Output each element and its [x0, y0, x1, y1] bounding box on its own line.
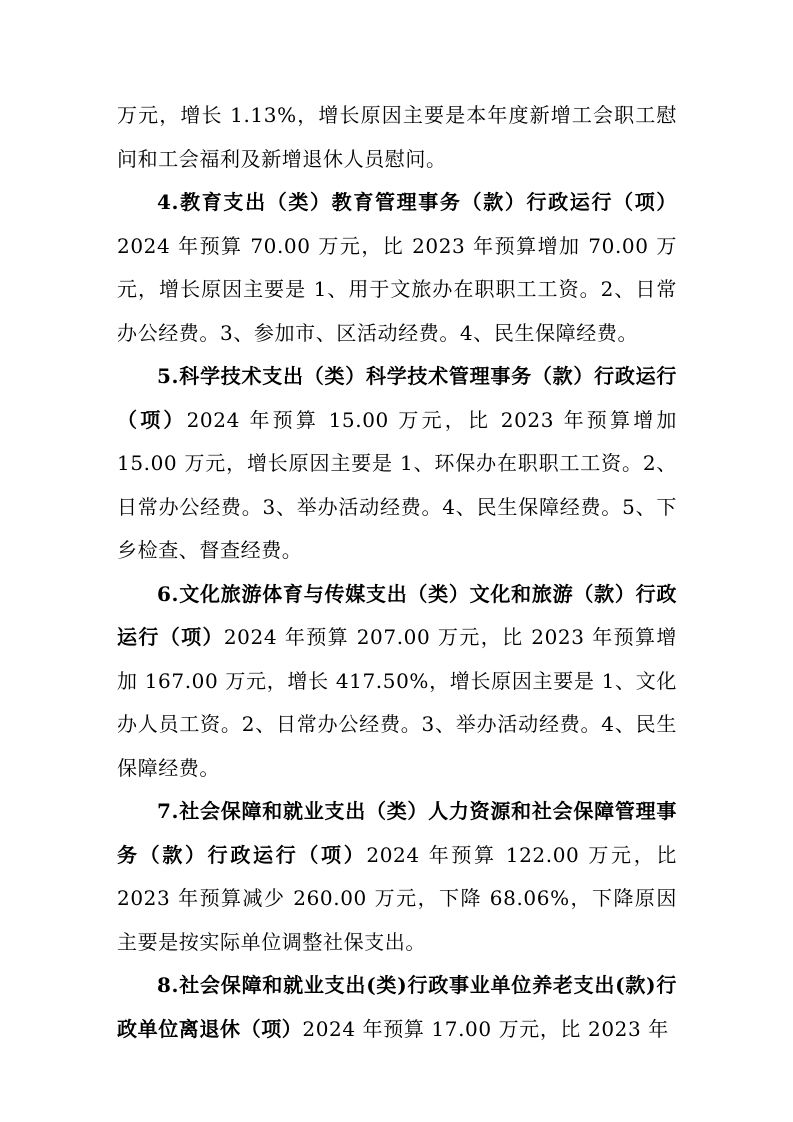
paragraph-heading: 6.文化旅游体育与传媒支出（类）文化和旅游（款）行政运行（项）: [117, 581, 677, 649]
paragraph-culture-tourism-expenditure: [117, 573, 677, 791]
paragraph-education-expenditure: [117, 181, 677, 355]
paragraph-heading: 8.社会保障和就业支出(类)行政事业单位养老支出(款)行政单位离退休（项）: [117, 973, 677, 1041]
paragraph-heading: 7.社会保障和就业支出（类）人力资源和社会保障管理事务（款）行政运行（项）: [117, 799, 677, 867]
paragraph-social-security-pension: [117, 964, 677, 1051]
paragraph-text: 万元，增长 1.13%，增长原因主要是本年度新增工会职工慰问和工会福利及新增退休人员慰问。: [117, 103, 677, 171]
document-body: [117, 94, 677, 1051]
paragraph-science-expenditure: [117, 355, 677, 573]
paragraph-text: 2024 年预算 15.00 万元，比 2023 年预算增加 15.00 万元，增长原因主要是 1、环保办在职职工工资。2、日常办公经费。3、举办活动经费。4、民生保障经费。5、下乡检查、督查经费。: [117, 407, 677, 562]
paragraph-continuation: [117, 94, 677, 181]
paragraph-text: 2024 年预算 70.00 万元，比 2023 年预算增加 70.00 万元，增长原因主要是 1、用于文旅办在职职工工资。2、日常办公经费。3、参加市、区活动经费。4、民生保障经费。: [117, 233, 677, 345]
paragraph-text: 2024 年预算 207.00 万元，比 2023 年预算增加 167.00 万元，增长 417.50%，增长原因主要是 1、文化办人员工资。2、日常办公经费。3、举办活动经费。4、民生保障经费。: [117, 625, 677, 780]
paragraph-text: 2024 年预算 17.00 万元，比 2023 年: [302, 1016, 669, 1041]
paragraph-heading: 4.教育支出（类）教育管理事务（款）行政运行（项）: [157, 190, 677, 214]
paragraph-text: 2024 年预算 122.00 万元，比 2023 年预算减少 260.00 万元，下降 68.06%，下降原因主要是按实际单位调整社保支出。: [117, 842, 677, 954]
paragraph-heading: 5.科学技术支出（类）科学技术管理事务（款）行政运行（项）: [117, 364, 677, 432]
paragraph-social-security-hr: [117, 790, 677, 964]
